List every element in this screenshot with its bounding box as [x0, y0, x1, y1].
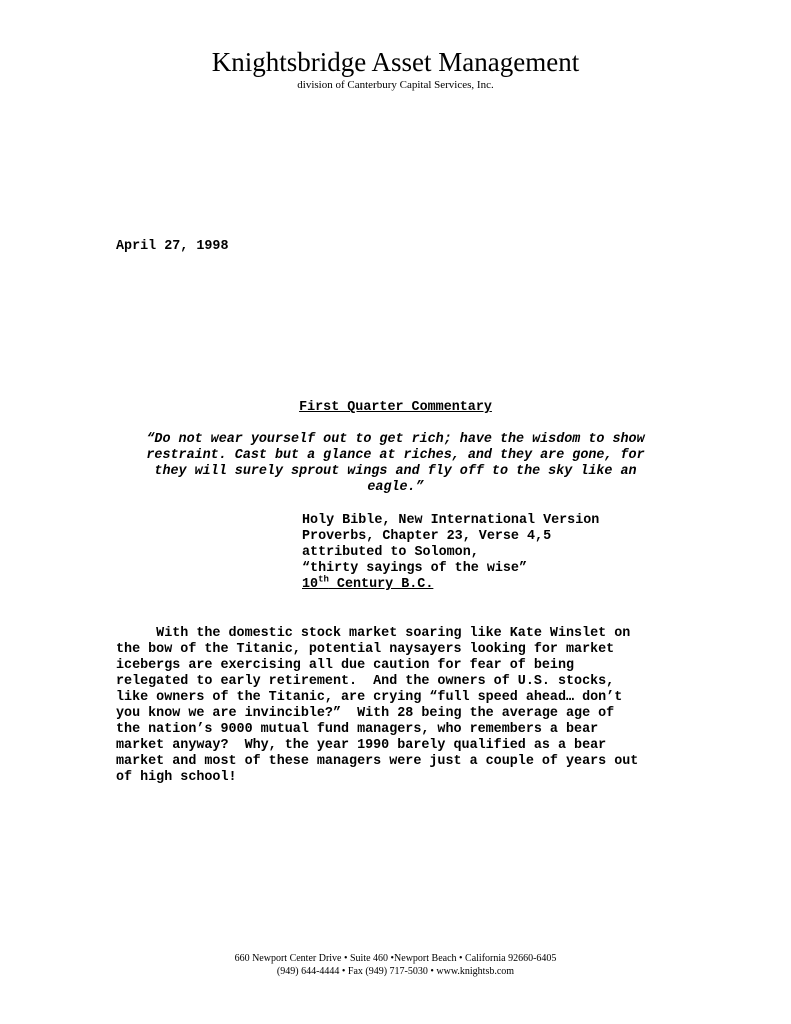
- letterhead: [0, 46, 791, 92]
- quote-line: they will surely sprout wings and fly off to the sky like an: [154, 464, 637, 479]
- letterhead-footer: [0, 952, 791, 978]
- century-rest: Century B.C.: [328, 577, 434, 592]
- footer-contact: (949) 644-4444 • Fax (949) 717-5030 • www.knightsb.com: [276, 966, 515, 977]
- quote-line: restraint. Cast but a glance at riches, and they are gone, for: [146, 448, 645, 463]
- citation-source: Holy Bible, New International Version: [302, 513, 600, 528]
- paragraph-line: With the domestic stock market soaring like Kate Winslet on: [116, 626, 631, 641]
- paragraph-line: the nation’s 9000 mutual fund managers, who remembers a bear: [116, 722, 599, 737]
- paragraph-line: icebergs are exercising all due caution for fear of being: [116, 658, 575, 673]
- citation-century: [302, 574, 662, 593]
- century-suffix: th: [318, 574, 329, 585]
- citation-collection: “thirty sayings of the wise”: [302, 561, 527, 576]
- epigraph-quote: [118, 432, 673, 496]
- paragraph-line: like owners of the Titanic, are crying “full speed ahead… don’t: [116, 690, 623, 705]
- letter-date: April 27, 1998: [116, 239, 229, 254]
- paragraph-line: of high school!: [116, 770, 237, 785]
- company-division: division of Canterbury Capital Services, Inc.: [297, 79, 494, 91]
- quote-line: “Do not wear yourself out to get rich; have the wisdom to show: [146, 432, 645, 447]
- body-paragraph: [116, 626, 676, 786]
- paragraph-line: you know we are invincible?” With 28 being the average age of: [116, 706, 615, 721]
- paragraph-line: market anyway? Why, the year 1990 barely qualified as a bear: [116, 738, 607, 753]
- citation-reference: Proverbs, Chapter 23, Verse 4,5: [302, 529, 552, 544]
- commentary-title: First Quarter Commentary: [299, 400, 492, 415]
- citation-attribution: attributed to Solomon,: [302, 545, 479, 560]
- paragraph-line: relegated to early retirement. And the owners of U.S. stocks,: [116, 674, 615, 689]
- quote-citation: [302, 513, 662, 593]
- company-name: Knightsbridge Asset Management: [211, 47, 580, 77]
- paragraph-line: the bow of the Titanic, potential naysayers looking for market: [116, 642, 615, 657]
- footer-address: 660 Newport Center Drive • Suite 460 •Newport Beach • California 92660-6405: [234, 953, 557, 964]
- paragraph-line: market and most of these managers were just a couple of years out: [116, 754, 639, 769]
- century-number: 10: [302, 577, 319, 592]
- quote-line: eagle.”: [367, 480, 424, 495]
